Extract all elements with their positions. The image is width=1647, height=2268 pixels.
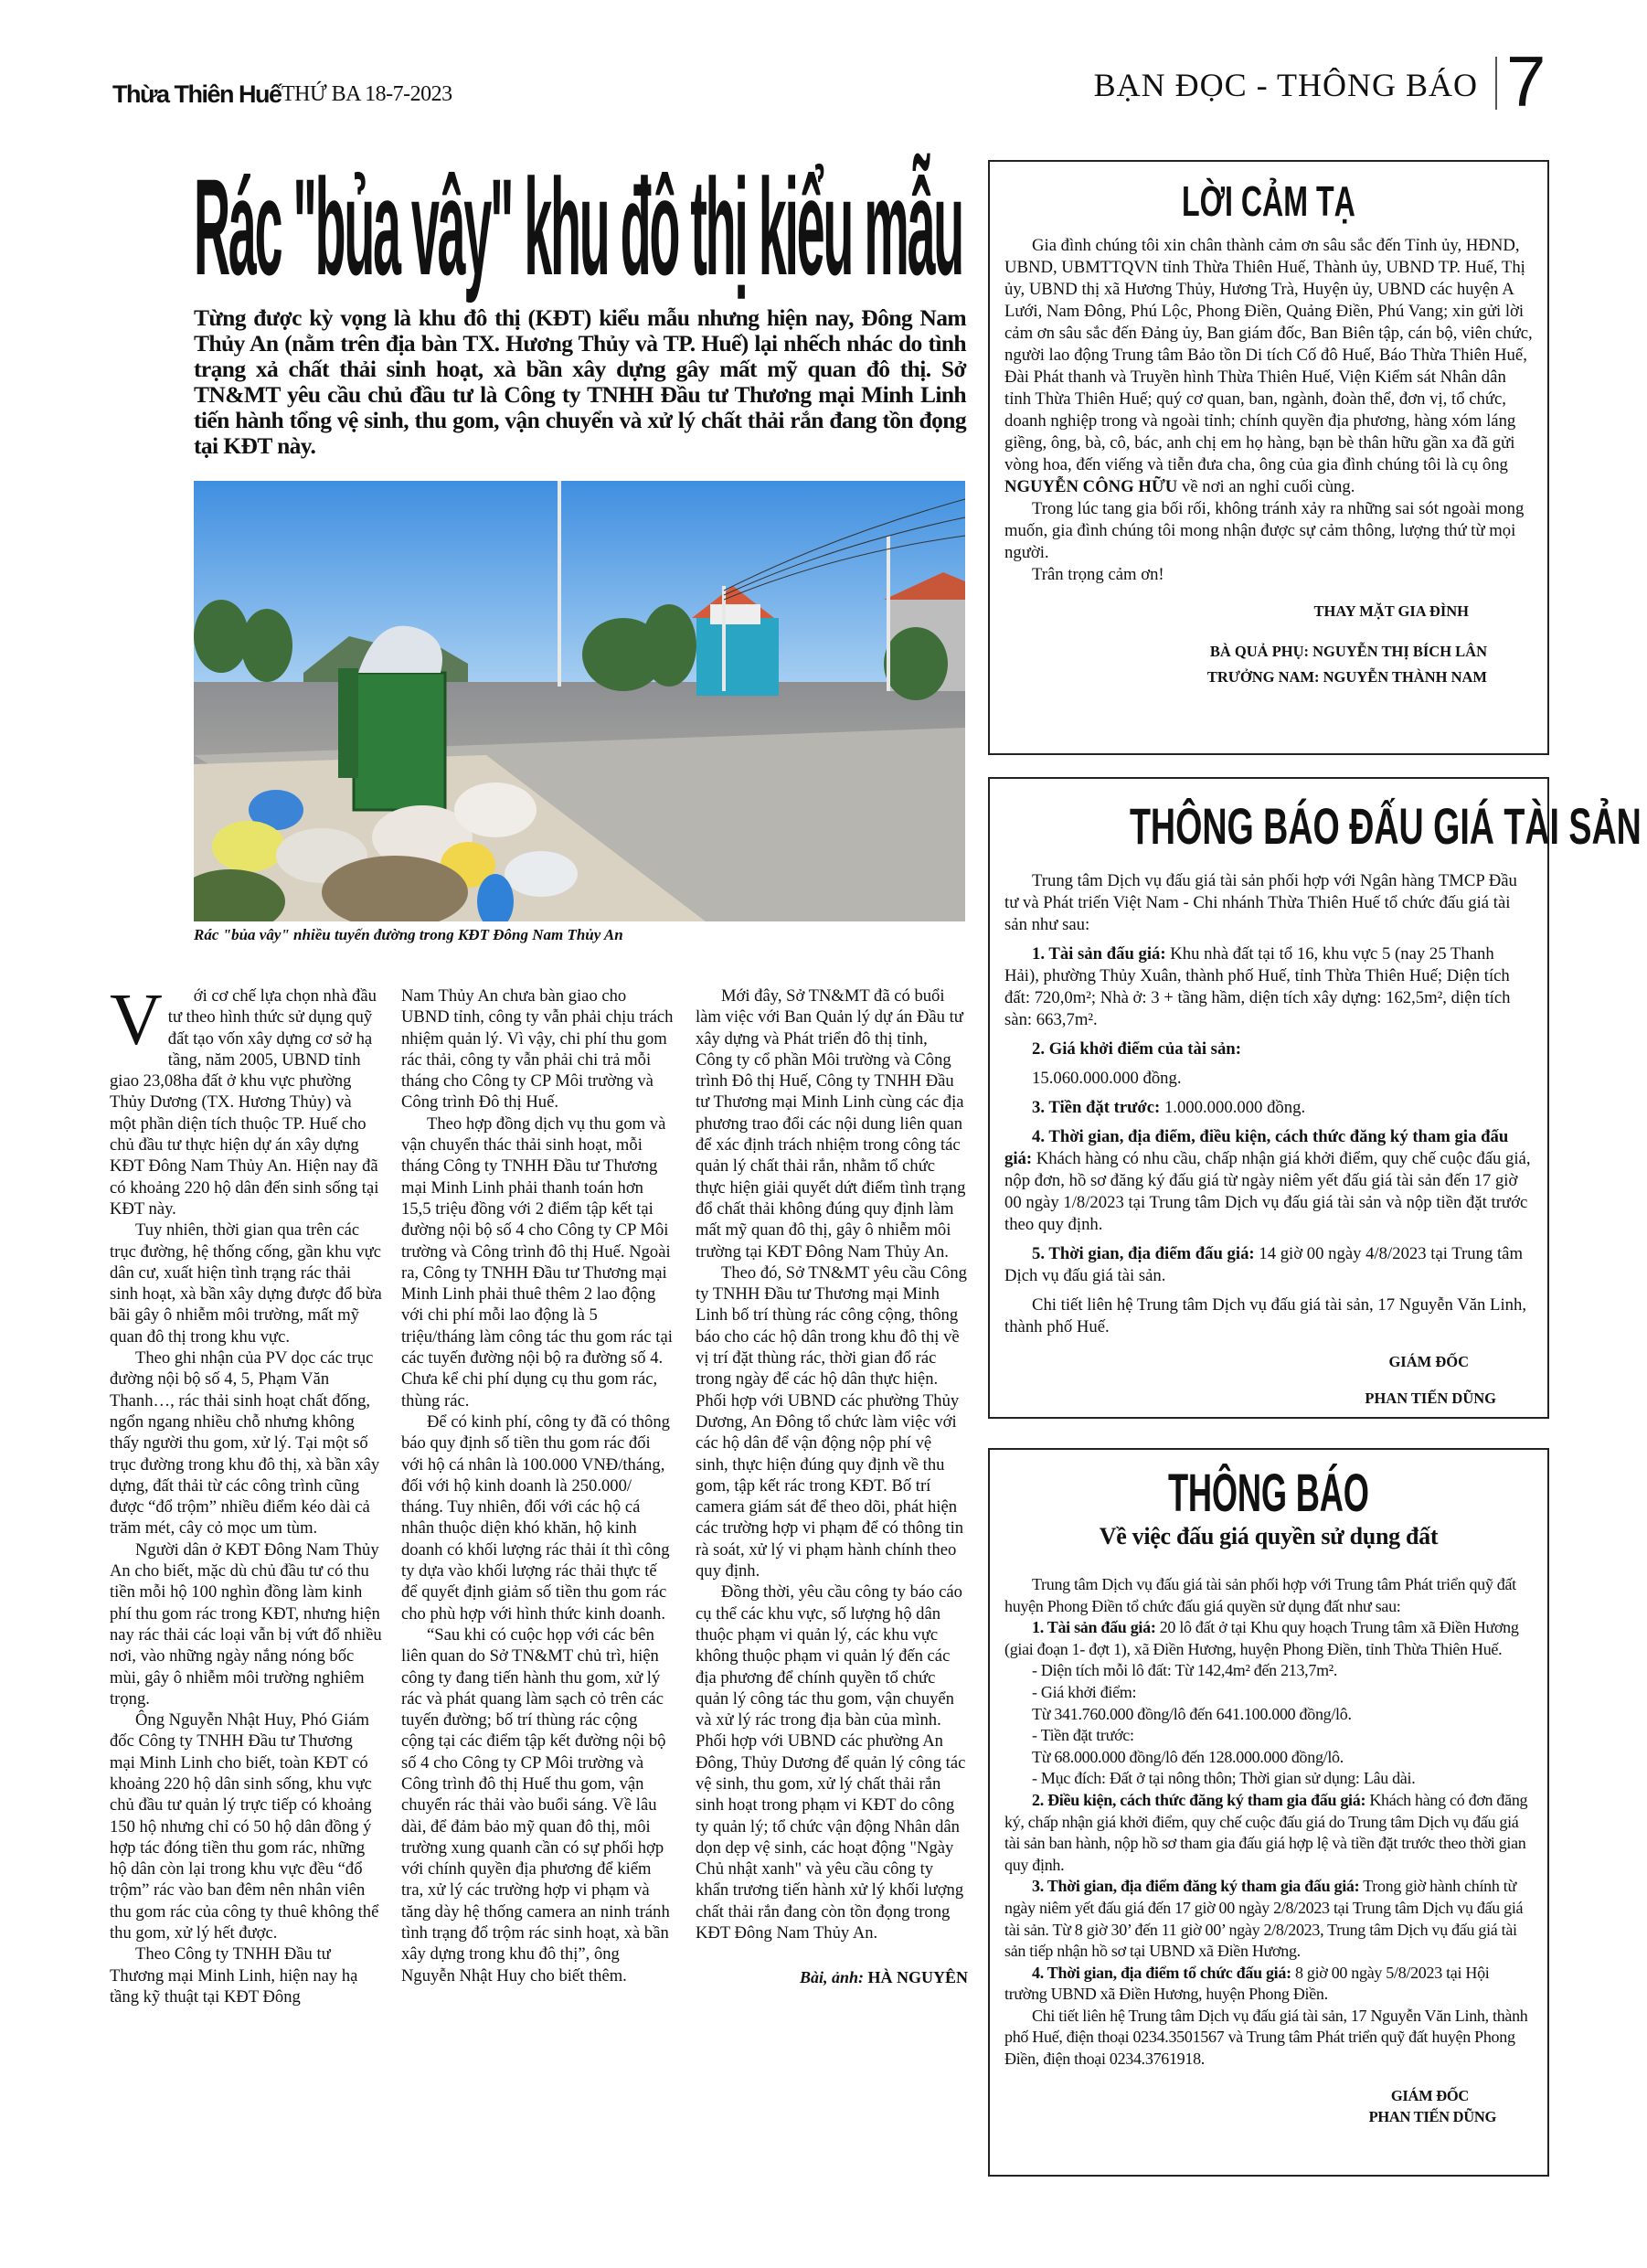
article-paragraph: “Sau khi có cuộc họp với các bên liên quan do Sở TN&MT chủ trì, hiện công ty đang tiến hành thu gom, xử lý rác và phát quang làm sạch cỏ trên các tuyến đường; bố trí thùng rác cộng cộng tại các điểm tập kết đường nội bộ số 4 cho Công ty CP Môi trường và Công trình đô thị Huế thu gom, vận chuyển rác thải vào buổi sáng. Về lâu dài, để đảm bảo mỹ quan đô thị, môi trường xung quanh cần có sự phối hợp với chính quyền địa phương để kiểm tra, xử lý các trường hợp vi phạm và tăng dày hệ thống camera an ninh tránh tình trạng đổ trộm rác sinh hoạt, xà bần xây dựng trong khu đô thị”, ông Nguyễn Nhật Huy cho biết thêm. [401,1624,670,1986]
notice-intro: Trung tâm Dịch vụ đấu giá tài sản phối hợp với Ngân hàng TMCP Đầu tư và Phát triển Việt Nam - Chi nhánh Thừa Thiên Huế tổ chức đấu giá tài sản như sau: [1004,871,1517,934]
article-paragraph: Theo hợp đồng dịch vụ thu gom và vận chuyển thác thải sinh hoạt, mỗi tháng Công ty TNHH Đầu tư Thương mại Minh Linh phải thanh toán hơn 15,5 triệu đồng với 2 điểm tập kết tại đường nội bộ số 4 cho Công ty CP Môi trường và Công trình đô thị Huế. Ngoài ra, Công ty TNHH Đầu tư Thương mại Minh Linh phải thuê thêm 2 lao động với chi phí mỗi lao động là 5 triệu/tháng làm công tác thu gom rác tại các tuyến đường nội bộ ra đường số 4. Chưa kể chi phí dụng cụ thu gom rác, thùng rác. [401,1113,673,1411]
detail-line: Từ 341.760.000 đồng/lô đến 641.100.000 đồng/lô. [1032,1704,1352,1723]
article-paragraph: Theo ghi nhận của PV dọc các trục đường nội bộ số 4, 5, Phạm Văn Thanh…, rác thải sinh hoạt chất đống, ngổn ngang nhiều chỗ nhưng không thấy người thu gom, xử lý. Tại một số trục đường trong khu đô thị, xà bần xây dựng, đất thải từ các công trình cũng được “đổ trộm” nhiều điểm kéo dài cả trăm mét, cây cỏ mọc um tùm. [110,1348,380,1539]
paragraph-text: ới cơ chế lựa chọn nhà đầu tư theo hình thức sử dụng quỹ đất tạo vốn xây dựng cơ sở hạ tầng, năm 2005, UBND tỉnh giao 23,08ha đất ở khu vực phường Thủy Dương (TX. Hương Thủy) và một phần diện tích thuộc TP. Huế cho chủ đầu tư thực hiện dự án xây dựng KĐT Đông Nam Thủy An. Hiện nay đã có khoảng 220 hộ dân đến sinh sống tại KĐT này. [110,986,379,1219]
notice-contact: Chi tiết liên hệ Trung tâm Dịch vụ đấu giá tài sản, 17 Nguyễn Văn Linh, thành phố Huế, điện thoại 0234.3501567 và Trung tâm Phát triển quỹ đất huyện Phong Điền, điện thoại 0234.3761918. [1004,2006,1528,2069]
article-photo [194,481,965,921]
notice-contact: Chi tiết liên hệ Trung tâm Dịch vụ đấu giá tài sản, 17 Nguyễn Văn Linh, thành phố Huế. [1004,1295,1527,1336]
article-paragraph: Theo Công ty TNHH Đầu tư Thương mại Minh Linh, hiện nay hạ tầng kỹ thuật tại KĐT Đông [110,1944,358,2007]
article-column-2 [401,985,674,1986]
signature-title: GIÁM ĐỐC [1390,2086,1469,2104]
notice-item [1004,1963,1533,2006]
item-text: Khu nhà đất tại tổ 16, khu vực 5 (nay 25 Thanh Hải), phường Thủy Xuân, thành phố Huế, tỉnh Thừa Thiên Huế; Diện tích đất: 720,0m²; Nhà ở: 3 + tầng hầm, diện tích xây dựng: 162,5m², diện tích sàn: 663,7m². [1004,944,1511,1029]
byline-label: Bài, ảnh: [799,1968,864,1987]
signature-line: BÀ QUẢ PHỤ: NGUYỄN THỊ BÍCH LÂN [1209,643,1487,660]
thanks-paragraph: Trong lúc tang gia bối rối, không tránh xảy ra những sai sót ngoài mong muốn, gia đình chúng tôi mong nhận được sự cảm thông, lượng thứ từ mọi người. [1004,499,1525,562]
header-divider [1495,57,1497,110]
notice-item [1004,1617,1533,1660]
photo-caption: Rác "bủa vây" nhiều tuyến đường trong KĐT Đông Nam Thủy An [194,926,623,943]
signature-name: PHAN TIẾN DŨNG [1365,1390,1496,1407]
page-number: 7 [1506,41,1546,122]
detail-line: Từ 68.000.000 đồng/lô đến 128.000.000 đồng/lô. [1032,1747,1344,1766]
article-paragraph: Nam Thủy An chưa bàn giao cho UBND tỉnh, công ty vẫn phải chịu trách nhiệm quản lý. Vì vậy, chi phí thu gom rác thải, công ty vẫn phải chi trả mỗi tháng cho Công ty CP Môi trường và Công trình Đô thị Huế. [401,986,674,1113]
article-column-1 [110,980,382,2007]
signature-line: TRƯỞNG NAM: NGUYỄN THÀNH NAM [1206,668,1487,686]
article-paragraph: Người dân ở KĐT Đông Nam Thủy An cho biết, mặc dù chủ đầu tư có thu tiền mỗi hộ 100 nghìn đồng làm kinh phí thu gom rác trong KĐT, nhưng hiện nay rác thải các loại vẫn bị vứt đổ nhiều nơi, vào những ngày nắng nóng bốc mùi, gây ô nhiễm môi trường nghiêm trọng. [110,1539,382,1709]
article-headline: Rác "bủa vây" khu đô thị kiểu mẫu [194,150,962,303]
item-label: 2. Giá khởi điểm của tài sản: [1032,1039,1241,1059]
notice-item [1004,1038,1533,1060]
article-paragraph: Mới đây, Sở TN&MT đã có buổi làm việc với Ban Quản lý dự án Đầu tư xây dựng và Phát triển đô thị tỉnh, Công ty cổ phần Môi trường và Công trình Đô thị Huế, Công ty TNHH Đầu tư Thương mại Minh Linh cùng các địa phương trao đổi các nội dung liên quan để xác định trách nhiệm trong công tác quản lý chất thải rắn, nhằm tổ chức thực hiện giải quyết dứt điểm tình trạng đổ chất thải không đúng quy định làm mất mỹ quan đô thị, gây ô nhiễm môi trường tại KĐT Đông Nam Thủy An. [696,986,966,1262]
signature-line: THAY MẶT GIA ĐÌNH [1313,602,1469,620]
item-label: 3. Thời gian, địa điểm đăng ký tham gia đấu giá: [1032,1877,1360,1896]
item-text: Khách hàng có nhu cầu, chấp nhận giá khởi điểm, quy chế cuộc đấu giá, nộp đơn, hồ sơ đăng ký đấu giá từ ngày niêm yết đấu giá tài sản đến 17 giờ 00 ngày 1/8/2023 tại Trung tâm Dịch vụ đấu giá tài sản và nộp tiền đặt trước theo quy định. [1004,1149,1531,1234]
item-text: 1.000.000.000 đồng. [1164,1098,1306,1117]
notice-item [1004,943,1533,1031]
notice-item [1004,1243,1533,1287]
paragraph-text: Gia đình chúng tôi xin chân thành cảm ơn sâu sắc đến Tỉnh ủy, HĐND, UBND, UBMTTQVN tỉnh Thừa Thiên Huế, Thành ủy, UBND TP. Huế, Thị ủy, UBND thị xã Hương Thủy, Hương Trà, Huyện ủy, UBND các huyện A Lưới, Nam Đông, Phú Lộc, Phong Điền, Quảng Điền, Phú Vang; xin gửi lời cảm ơn sâu sắc đến Đảng ủy, Ban giám đốc, Ban Biên tập, cán bộ, viên chức, người lao động Trung tâm Bảo tồn Di tích Cố đô Huế, Báo Thừa Thiên Huế, Đài Phát thanh và Truyền hình Thừa Thiên Huế, Viện Kiểm sát Nhân dân tỉnh Thừa Thiên Huế; quý cơ quan, ban, ngành, đoàn thể, đơn vị, tổ chức, doanh nghiệp trong và ngoài tỉnh; chính quyền địa phương, hàng xóm láng giềng, ông, bà, cô, bác, anh chị em họ hàng, bạn bè thân hữu gần xa đã gửi vòng hoa, đến viếng và tiễn đưa cha, ông của gia đình chúng tôi là cụ ông [1004,236,1533,474]
item-label: 1. Tài sản đấu giá: [1032,1618,1156,1637]
notice-intro: Trung tâm Dịch vụ đấu giá tài sản phối hợp với Trung tâm Phát triển quỹ đất huyện Phong Điền tổ chức đấu giá quyền sử dụng đất như sau: [1004,1575,1516,1615]
item-text: 15.060.000.000 đồng. [1032,1069,1182,1088]
section-title: BẠN ĐỌC - THÔNG BÁO [1093,67,1478,103]
item-text: Khách hàng có đơn đăng ký, chấp nhận giá khởi điểm, quy chế cuộc đấu giá do Trung tâm Dịch vụ đấu giá tài sản ban hành, nộp hồ sơ tham gia đấu giá hợp lệ và tiền đặt trước theo thời gian quy định. [1004,1790,1528,1874]
issue-date: THỨ BA 18-7-2023 [282,82,452,106]
newspaper-name: Thừa Thiên Huế [112,80,282,108]
signature-name: PHAN TIẾN DŨNG [1368,2108,1496,2126]
item-text: 8 giờ 00 ngày 5/8/2023 tại Hội trường UBND xã Điền Hương, huyện Phong Điền. [1004,1963,1490,2004]
item-label: 4. Thời gian, địa điểm tổ chức đấu giá: [1032,1963,1291,1982]
land-auction-subtitle: Về việc đấu giá quyền sử dụng đất [1099,1523,1439,1549]
article-paragraph: Theo đó, Sở TN&MT yêu cầu Công ty TNHH Đầu tư Thương mại Minh Linh bố trí thùng rác công cộng, thông báo cho các hộ dân trong khu đô thị về vị trí đặt thùng rác, thời gian đổ rác trong ngày để các hộ dân thực hiện. Phối hợp với UBND các phường Thủy Dương, An Đông tổ chức làm việc với các hộ dân để vận động nộp phí vệ sinh, thực hiện đúng quy định về thu gom, tập kết rác trong KĐT. Bố trí camera giám sát để theo dõi, phát hiện các trường hợp vi phạm để có thông tin rà soát, xử lý vi phạm hành chính theo quy định. [696,1262,967,1581]
item-text: Trong giờ hành chính từ ngày niêm yết đấu giá đến 17 giờ 00 ngày 2/8/2023 tại Trung tâm Dịch vụ đấu giá tài sản. Từ 8 giờ 30’ đến 11 giờ 00’ ngày 2/8/2023, Trung tâm Dịch vụ đấu giá tài sản tiếp nhận hồ sơ tại UBND xã Điền Hương. [1004,1877,1524,1961]
thanks-notice [988,160,1549,755]
article-lead: Từng được kỳ vọng là khu đô thị (KĐT) kiểu mẫu nhưng hiện nay, Đông Nam Thủy An (nằm trên địa bàn TX. Hương Thủy và TP. Huế) lại nhếch nhác do tình trạng xả chất thải sinh hoạt, xà bần xây dựng gây mất mỹ quan đô thị. Sở TN&MT yêu cầu chủ đầu tư là Công ty TNHH Đầu tư Thương mại Minh Linh tiến hành tổng vệ sinh, thu gom, vận chuyển và xử lý chất thải rắn đang tồn đọng tại KĐT này. [194,304,966,459]
article-paragraph: Đồng thời, yêu cầu công ty báo cáo cụ thể các khu vực, số lượng hộ dân thuộc phạm vi quản lý, các khu vực không thuộc phạm vi quản lý đến các địa phương để chính quyền tổ chức quản lý công tác thu gom, vận chuyển và xử lý rác trong địa bàn của mình. Phối hợp với UBND các phường An Đông, Thủy Dương để quản lý công tác vệ sinh, thu gom, xử lý chất thải rắn sinh hoạt trong phạm vi KĐT do công ty quản lý; tổ chức vận động Nhân dân dọn dẹp vệ sinh, các hoạt động "Ngày Chủ nhật xanh" và yêu cầu công ty khẩn trương tiến hành xử lý khối lượng chất thải rắn đang còn tồn đọng trong KĐT Đông Nam Thủy An. [696,1582,966,1943]
thanks-paragraph: Trân trọng cảm ơn! [1032,565,1164,584]
item-label: 5. Thời gian, địa điểm đấu giá: [1032,1244,1255,1263]
detail-line: - Mục đích: Đất ở tại nông thôn; Thời gian sử dụng: Lâu dài. [1032,1769,1416,1788]
notice-item [1004,1068,1533,1090]
paragraph-text: về nơi an nghỉ cuối cùng. [1181,477,1355,496]
item-label: 4. Thời gian, địa điểm, điều kiện, cách thức đăng ký tham gia đấu giá: [1004,1127,1509,1168]
thanks-paragraph [1004,235,1533,498]
detail-line: - Giá khởi điểm: [1032,1682,1137,1701]
detail-line: - Diện tích mỗi lô đất: Từ 142,4m² đến 213,7m². [1032,1661,1338,1680]
article-byline [696,1967,968,1988]
street-garbage-photo [194,481,965,921]
item-label: 3. Tiền đặt trước: [1032,1098,1161,1117]
item-text: 20 lô đất ở tại Khu quy hoạch Trung tâm xã Điền Hương (giai đoạn 1- đợt 1), xã Điền Hương, huyện Phong Điền, tỉnh Thừa Thiên Huế. [1004,1618,1519,1658]
notice-item [1004,1097,1533,1119]
asset-auction-title: THÔNG BÁO ĐẤU GIÁ TÀI SẢN [1129,797,1642,855]
article-paragraph: Để có kinh phí, công ty đã có thông báo quy định số tiền thu gom rác đối với hộ cá nhân là 100.000 VNĐ/tháng, đối với hộ kinh doanh là 250.000/ tháng. Tuy nhiên, đối với các hộ cá nhân thuộc diện khó khăn, hộ kinh doanh có khối lượng rác thải ít thì công ty dựa vào khối lượng rác thải thực tế để quyết định giảm số tiền thu gom rác cho phù hợp với hình thức kinh doanh. [401,1411,670,1624]
deceased-name: NGUYỄN CÔNG HỮU [1004,477,1178,496]
item-text: 14 giờ 00 ngày 4/8/2023 tại Trung tâm Dịch vụ đấu giá tài sản. [1004,1244,1523,1285]
notice-item [1004,1876,1533,1962]
item-label: 1. Tài sản đấu giá: [1032,944,1166,964]
signature-title: GIÁM ĐỐC [1388,1353,1469,1370]
notice-item [1004,1126,1533,1236]
asset-auction-notice [988,777,1642,1419]
drop-cap: V [110,980,163,1060]
article-paragraph: Ông Nguyễn Nhật Huy, Phó Giám đốc Công ty TNHH Đầu tư Thương mại Minh Linh cho biết, toàn KĐT có khoảng 220 hộ dân sinh sống, khu vực chủ đầu tư quản lý trực tiếp có khoảng 150 hộ nhưng chỉ có 50 hộ dân đồng ý hợp tác đóng tiền thu gom rác, những hộ dân còn lại trong khu vực đều “đổ trộm” rác vào ban đêm nên nhân viên thu gom rác của công ty thuê không thể thu gom, xử lý hết được. [110,1710,379,1943]
article-paragraph [110,980,382,1219]
article-paragraph: Tuy nhiên, thời gian qua trên các trục đường, hệ thống cống, gần khu vực dân cư, xuất hiện tình trạng rác thải sinh hoạt, xà bần xây dựng được đổ bừa bãi gây ô nhiễm môi trường, mất mỹ quan đô thị trong khu vực. [110,1220,382,1347]
byline-author: HÀ NGUYÊN [867,1968,968,1987]
item-label: 2. Điều kiện, cách thức đăng ký tham gia đấu giá: [1032,1790,1366,1809]
detail-line: - Tiền đặt trước: [1032,1726,1134,1745]
thanks-title: LỜI CẢM TẠ [1182,177,1355,225]
article-column-3 [696,985,968,1989]
land-auction-notice [988,1448,1549,2177]
notice-item [1004,1790,1533,1876]
land-auction-title: THÔNG BÁO [1168,1464,1369,1523]
